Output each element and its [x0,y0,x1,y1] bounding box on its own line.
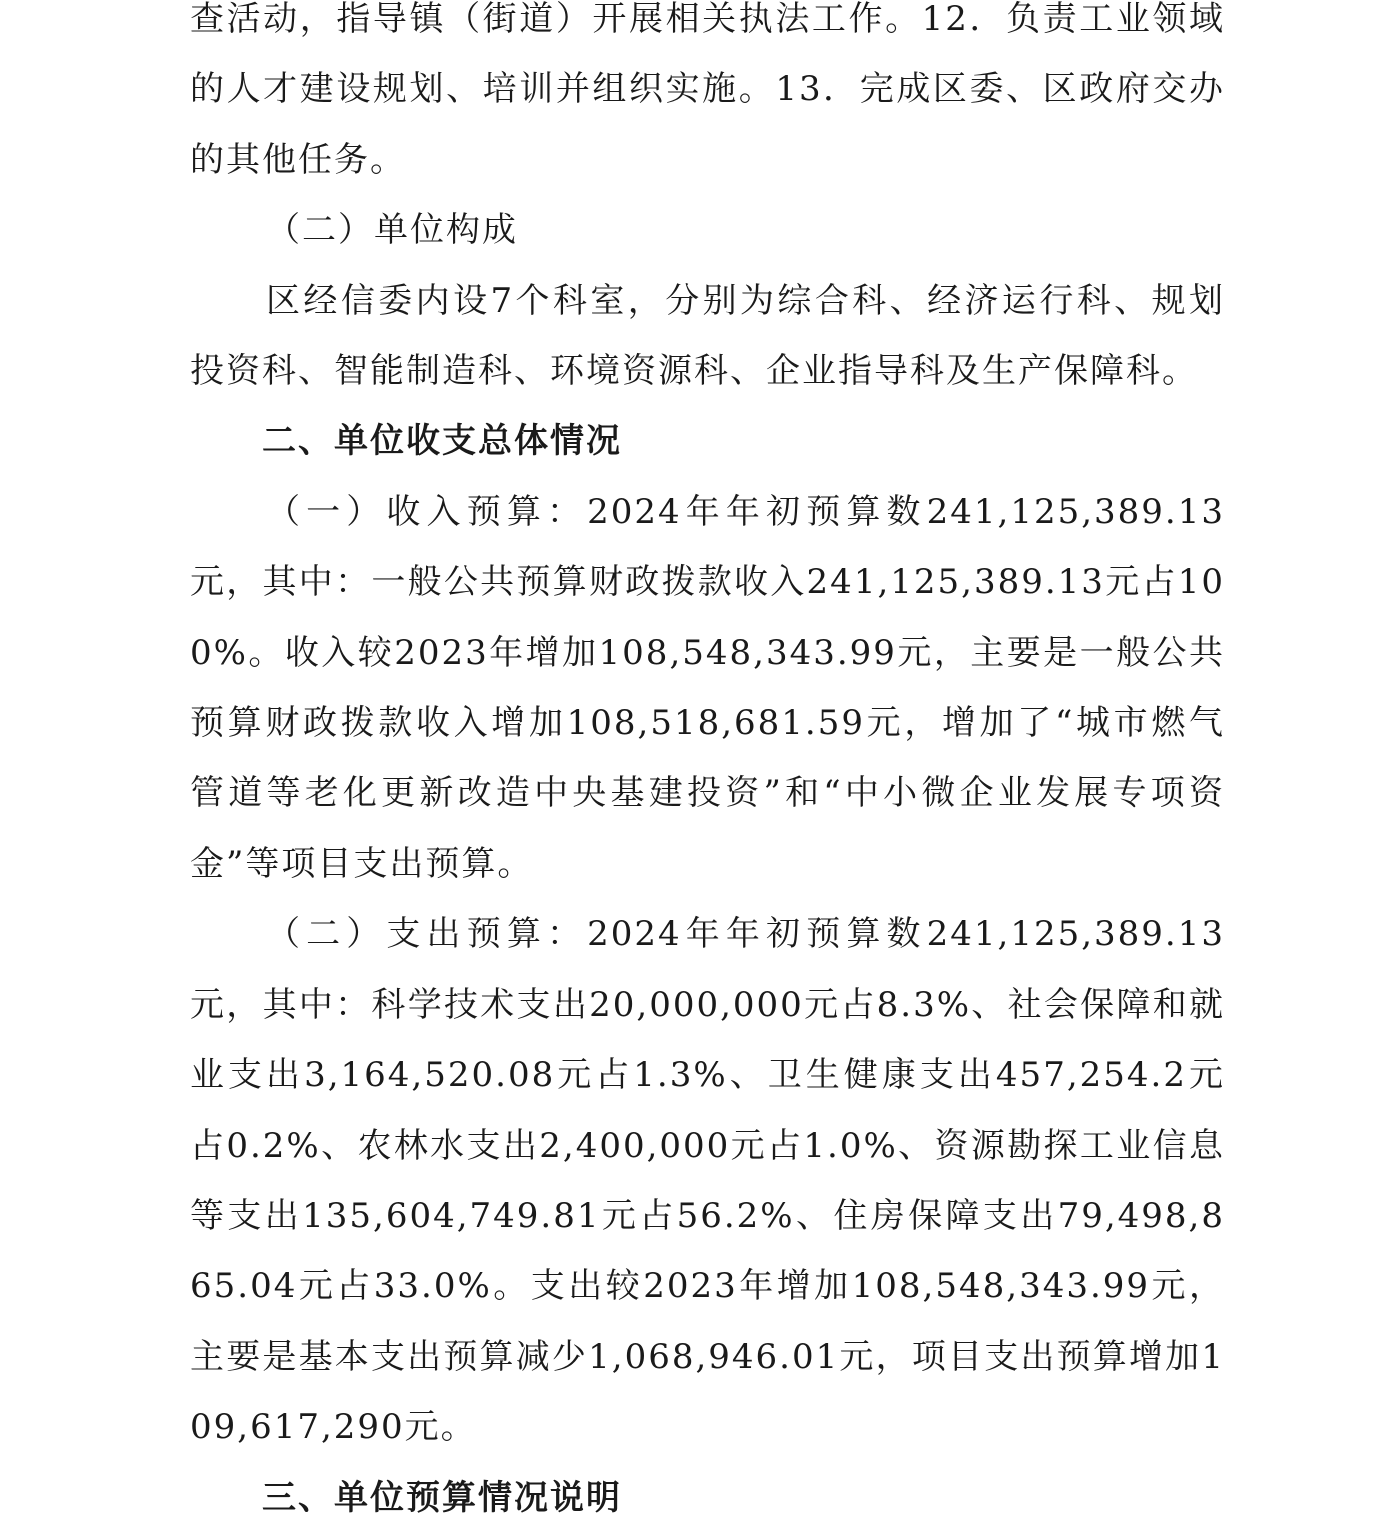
heading-income-expense-overview: 二、单位收支总体情况 [262,421,622,462]
heading-budget-explanation: 三、单位预算情况说明 [262,1477,622,1518]
document-page [190,0,1225,1533]
subheading-unit-composition: （二）单位构成 [266,210,518,251]
paragraph-expense-budget: （二）支出预算：2024年年初预算数241,125,389.13元，其中：科学技术支出20,000,000元占8.3%、社会保障和就业支出3,164,520.08元占1.3%、卫生健康支出457,254.2元占0.2%、农林水支出2,400,000元占1.0%、资源勘探工业信息等支出135,604,749.81元占56.2%、住房保障支出79,498,865.04元占33.0%。支出较2023年增加108,548,343.99元，主要是基本支出预算减少1,068,946.01元，项目支出预算增加109,617,290元。 [190,914,1225,1448]
paragraph-duties-continued: 查活动，指导镇（街道）开展相关执法工作。12．负责工业领域的人才建设规划、培训并组织实施。13．完成区委、区政府交办的其他任务。 [190,0,1225,180]
paragraph-unit-composition: 区经信委内设7个科室，分别为综合科、经济运行科、规划投资科、智能制造科、环境资源科、企业指导科及生产保障科。 [190,280,1225,392]
paragraph-income-budget: （一）收入预算：2024年年初预算数241,125,389.13元，其中：一般公共预算财政拨款收入241,125,389.13元占100%。收入较2023年增加108,548,343.99元，主要是一般公共预算财政拨款收入增加108,518,681.59元，增加了“城市燃气管道等老化更新改造中央基建投资”和“中小微企业发展专项资金”等项目支出预算。 [190,491,1225,884]
